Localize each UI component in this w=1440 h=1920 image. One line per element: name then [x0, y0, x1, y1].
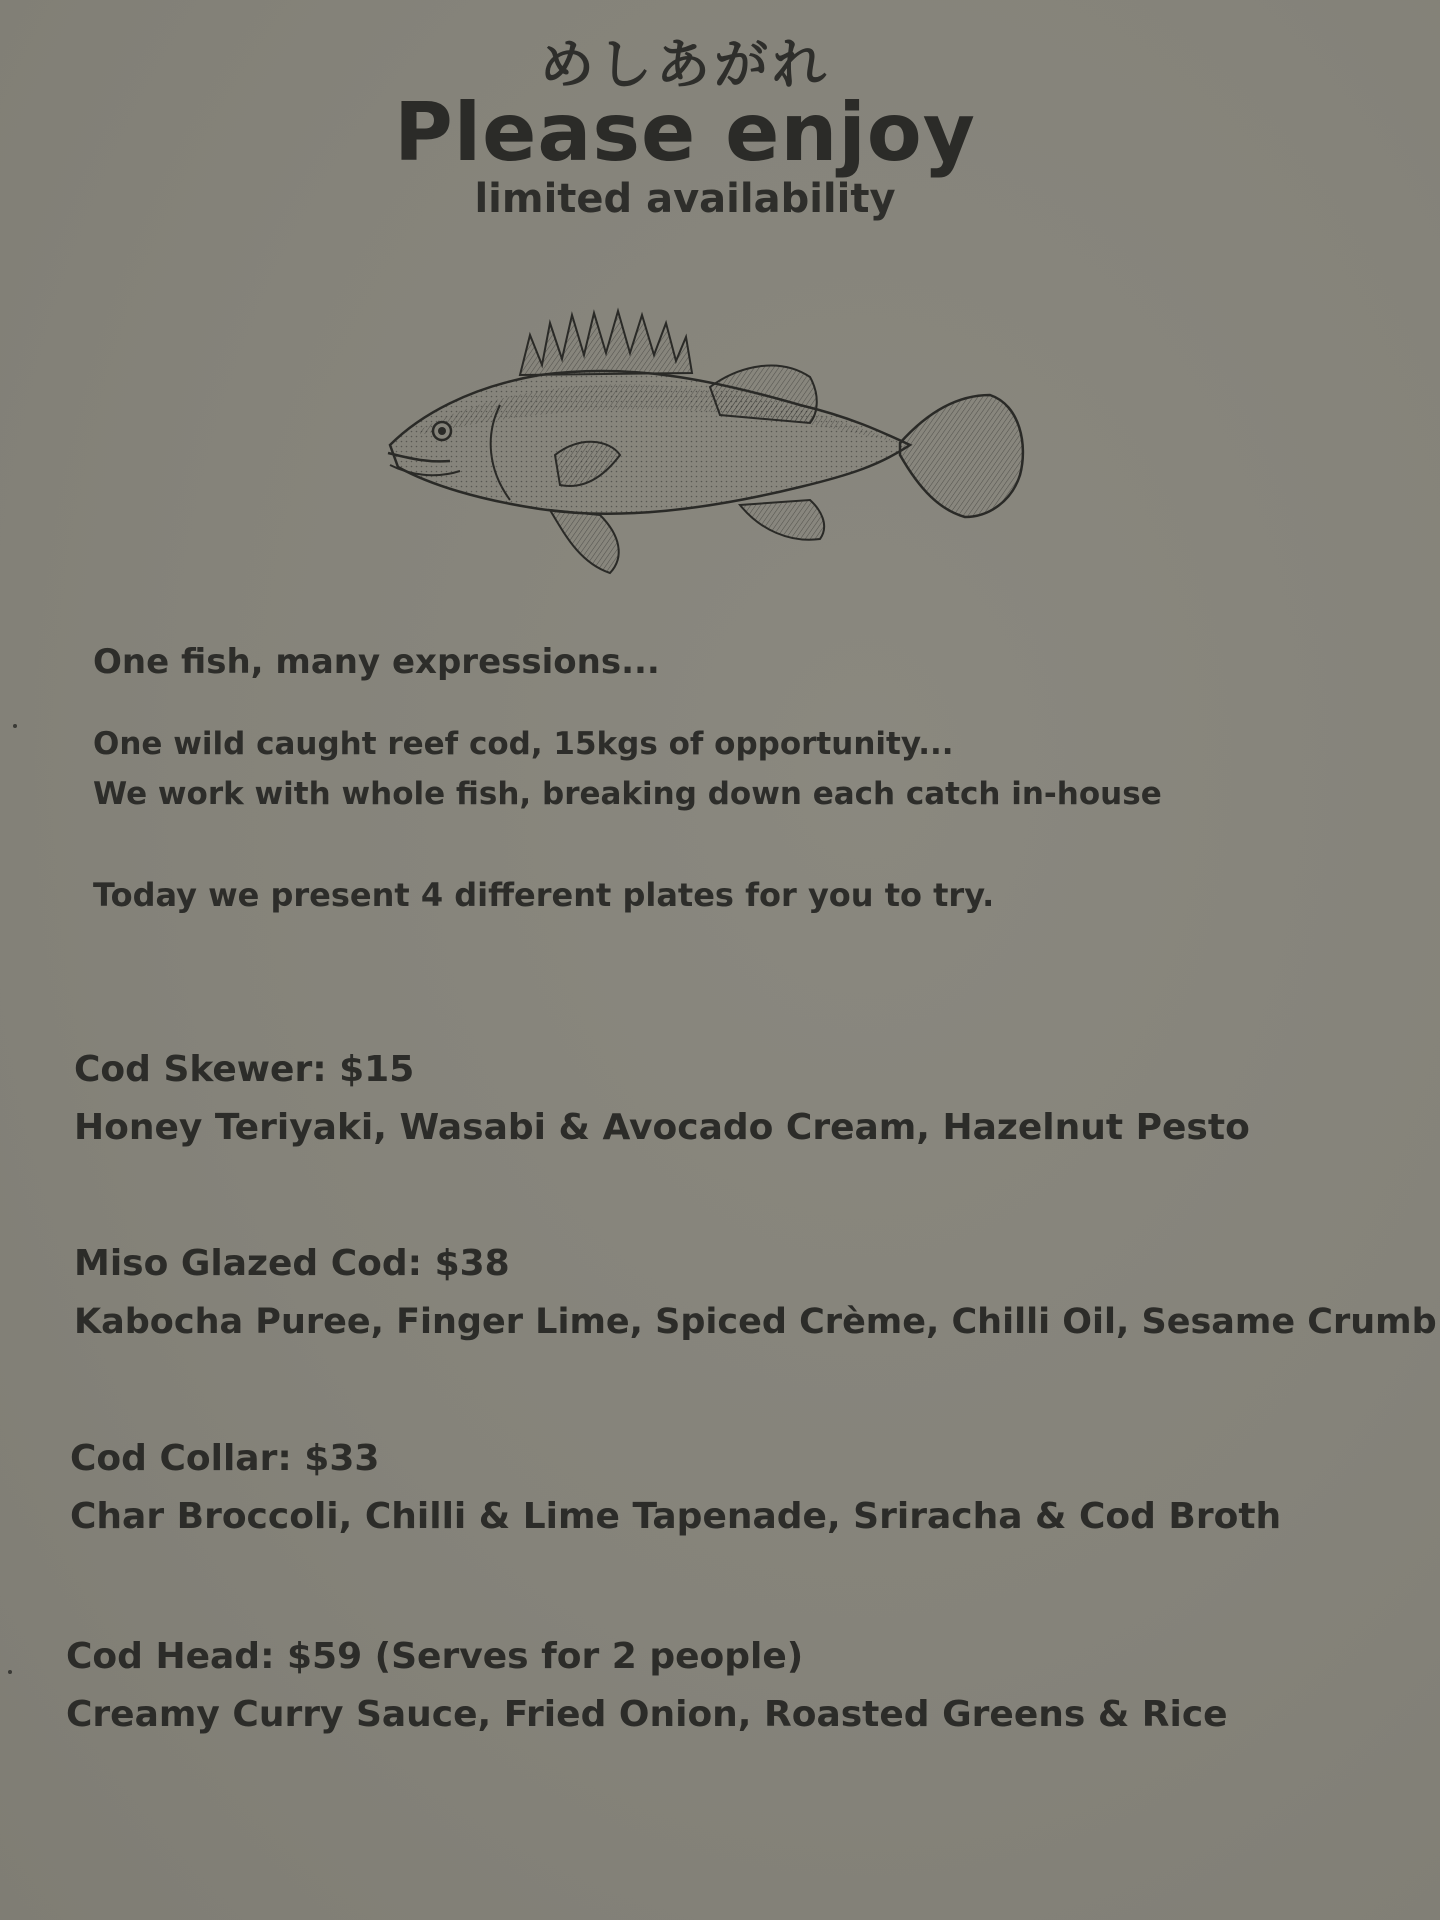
- paper-speck: [13, 724, 17, 728]
- menu-item-description: Kabocha Puree, Finger Lime, Spiced Crème, Chilli Oil, Sesame Crumb: [74, 1302, 1437, 1342]
- menu-item-cod-collar: [70, 1437, 1281, 1539]
- menu-item-name: Miso Glazed Cod: $38: [74, 1243, 510, 1284]
- fish-illustration-icon: [380, 295, 1040, 595]
- page-title: Please enjoy: [394, 86, 976, 179]
- menu-item-cod-head: [66, 1635, 1228, 1737]
- menu-item-name: Cod Collar: $33: [70, 1438, 380, 1479]
- japanese-title: めしあがれ: [540, 33, 830, 96]
- menu-item-cod-skewer: [74, 1048, 1250, 1150]
- menu-item-miso-glazed-cod: [74, 1242, 1437, 1344]
- page-subtitle: limited availability: [474, 176, 896, 222]
- menu-item-name: Cod Head: $59 (Serves for 2 people): [66, 1636, 804, 1677]
- intro-line-1: One wild caught reef cod, 15kgs of opportunity...: [93, 726, 954, 762]
- intro-lead: One fish, many expressions...: [93, 642, 660, 682]
- menu-item-description: Creamy Curry Sauce, Fried Onion, Roasted Greens & Rice: [66, 1694, 1228, 1735]
- intro-line-2: We work with whole fish, breaking down each catch in-house: [93, 776, 1162, 812]
- menu-item-description: Char Broccoli, Chilli & Lime Tapenade, Sriracha & Cod Broth: [70, 1496, 1282, 1537]
- menu-item-name: Cod Skewer: $15: [74, 1049, 415, 1090]
- intro-line-3: Today we present 4 different plates for you to try.: [93, 876, 995, 914]
- menu-item-description: Honey Teriyaki, Wasabi & Avocado Cream, Hazelnut Pesto: [74, 1107, 1250, 1148]
- paper-speck: [8, 1670, 12, 1674]
